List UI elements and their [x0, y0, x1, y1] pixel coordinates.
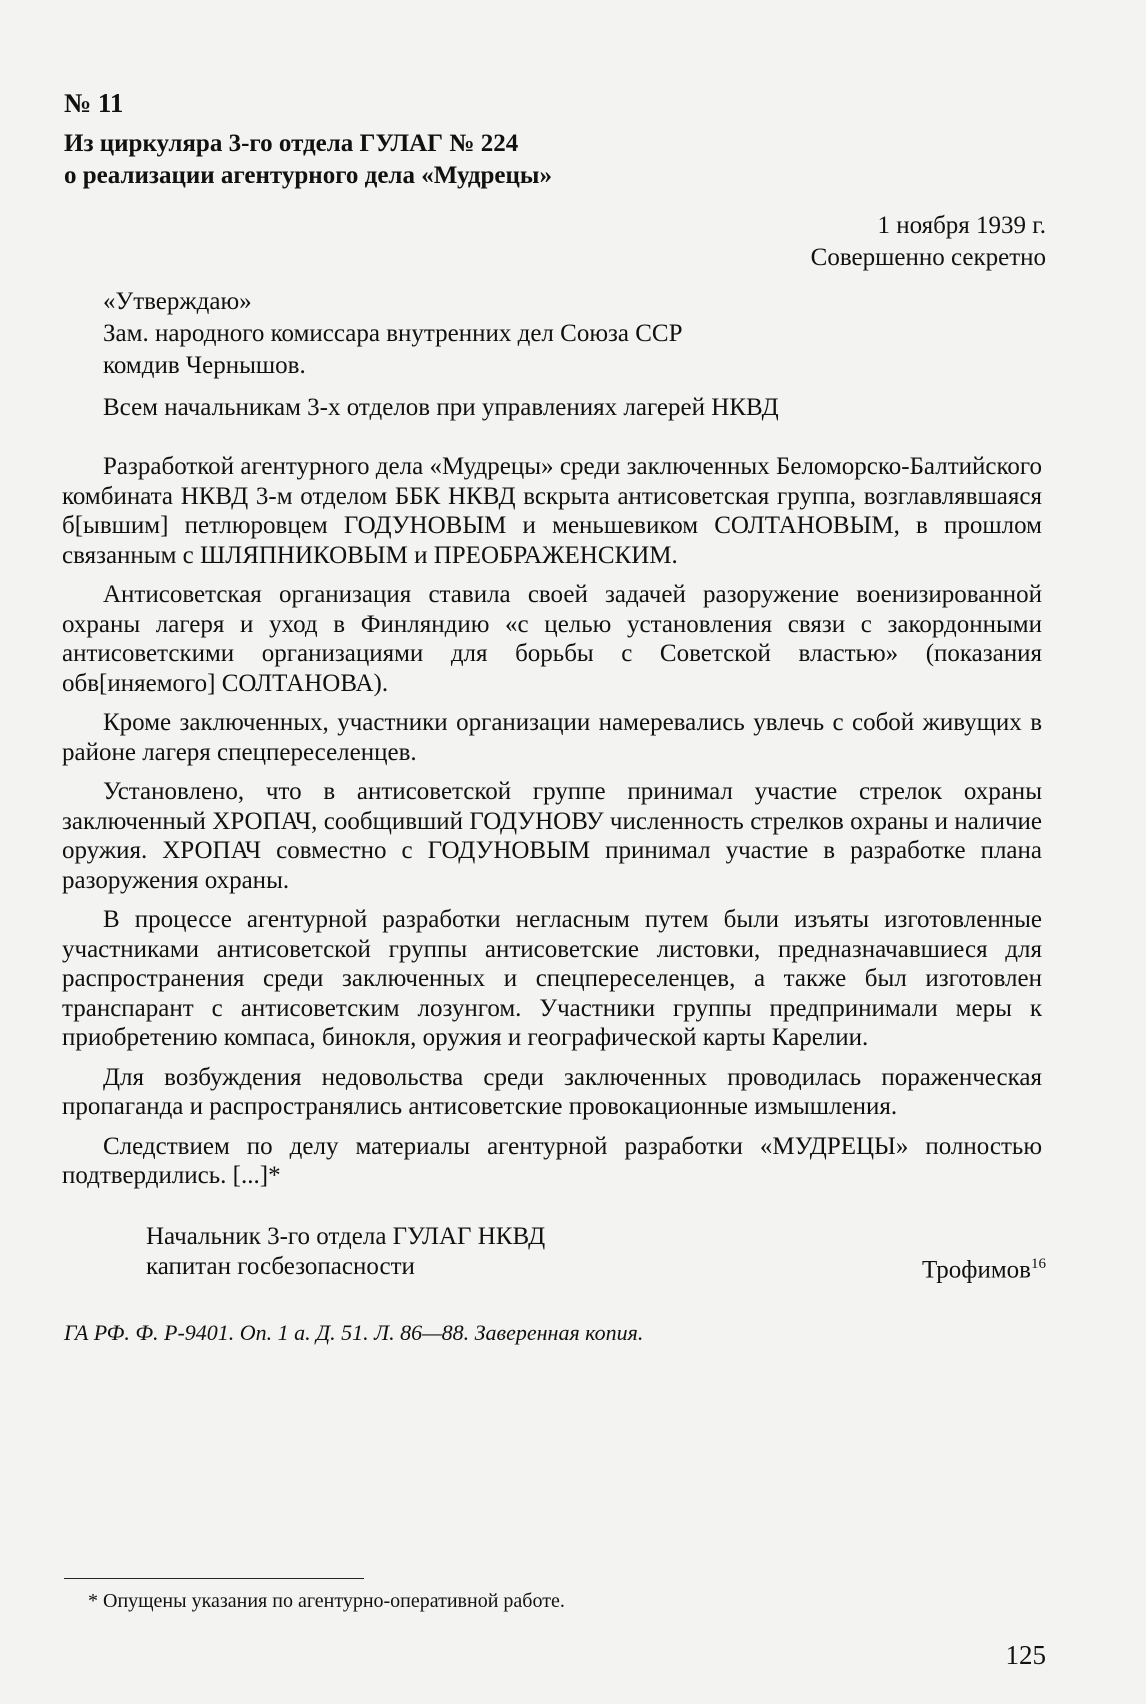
- body-paragraph: В процессе агентурной разработки негласным путем были изъяты изготовленные участниками антисоветской группы антисоветские листовки, предназначавшиеся для распространения среди заключенных и спецпереселенцев, а также был изготовлен транспарант с антисоветским лозунгом. Участники группы предпринимали меры к приобретению компаса, бинокля, оружия и географической карты Карелии.: [62, 906, 1042, 1051]
- heading-line: о реализации агентурного дела «Мудрецы»: [64, 162, 552, 189]
- body-paragraph: Установлено, что в антисоветской группе принимал участие стрелок охраны заключенный ХРОПАЧ, сообщивший ГОДУНОВУ численность стрелков охраны и наличие оружия. ХРОПАЧ совместно с ГОДУНОВЫМ принимал участие в разработке плана разоружения охраны.: [62, 778, 1042, 894]
- archive-source: ГА РФ. Ф. Р-9401. Оп. 1 а. Д. 51. Л. 86—88. Заверенная копия.: [64, 1320, 644, 1345]
- addressee: Всем начальникам 3-х отделов при управлениях лагерей НКВД: [103, 394, 779, 421]
- body-paragraph: Антисоветская организация ставила своей задачей разоружение военизированной охраны лагеря и уход в Финляндию «с целью установления связи с закордонными антисоветскими организациями для борьбы с Советской властью» (показания обв[иняемого] СОЛТАНОВА).: [62, 581, 1042, 697]
- classification-stamp: Совершенно секретно: [810, 244, 1046, 271]
- heading-line: Из циркуляра 3-го отдела ГУЛАГ № 224: [64, 130, 519, 157]
- signatory-title: [146, 1222, 545, 1282]
- document-number: № 11: [64, 88, 124, 118]
- approval-block: [103, 286, 682, 382]
- body-paragraph: Следствием по делу материалы агентурной разработки «МУДРЕЦЫ» полностью подтвердились. [...]*: [62, 1132, 1042, 1189]
- body-paragraph: Кроме заключенных, участники организации намеревались увлечь с собой живущих в районе лагеря спецпереселенцев.: [62, 709, 1042, 766]
- footnote: * Опущены указания по агентурно-оперативной работе.: [88, 1590, 565, 1612]
- footnote-reference: 16: [1031, 1256, 1046, 1272]
- signatory-line: капитан госбезопасности: [146, 1253, 415, 1280]
- body-paragraph: Для возбуждения недовольства среди заключенных проводилась пораженческая пропаганда и распространялись антисоветские провокационные измышления.: [62, 1063, 1042, 1120]
- approval-line: «Утверждаю»: [103, 288, 252, 315]
- signatory-surname: Трофимов: [921, 1256, 1031, 1284]
- signatory-line: Начальник 3-го отдела ГУЛАГ НКВД: [146, 1223, 546, 1250]
- page-number: 125: [1005, 1640, 1046, 1670]
- approval-line: комдив Чернышов.: [103, 352, 306, 379]
- document-heading: [64, 128, 1044, 192]
- document-body: [62, 452, 1042, 1201]
- document-date: 1 ноября 1939 г.: [877, 212, 1046, 239]
- body-paragraph: Разработкой агентурного дела «Мудрецы» среди заключенных Беломорско-Балтийского комбината НКВД 3-м отделом ББК НКВД вскрыта антисоветская группа, возглавлявшаяся б[ывшим] петлюровцем ГОДУНОВЫМ и меньшевиком СОЛТАНОВЫМ, в прошлом связанным с ШЛЯПНИКОВЫМ и ПРЕОБРАЖЕНСКИМ.: [62, 453, 1042, 569]
- signatory-name: [922, 1256, 1046, 1284]
- approval-line: Зам. народного комиссара внутренних дел Союза ССР: [103, 320, 683, 347]
- footnote-divider: [64, 1578, 364, 1579]
